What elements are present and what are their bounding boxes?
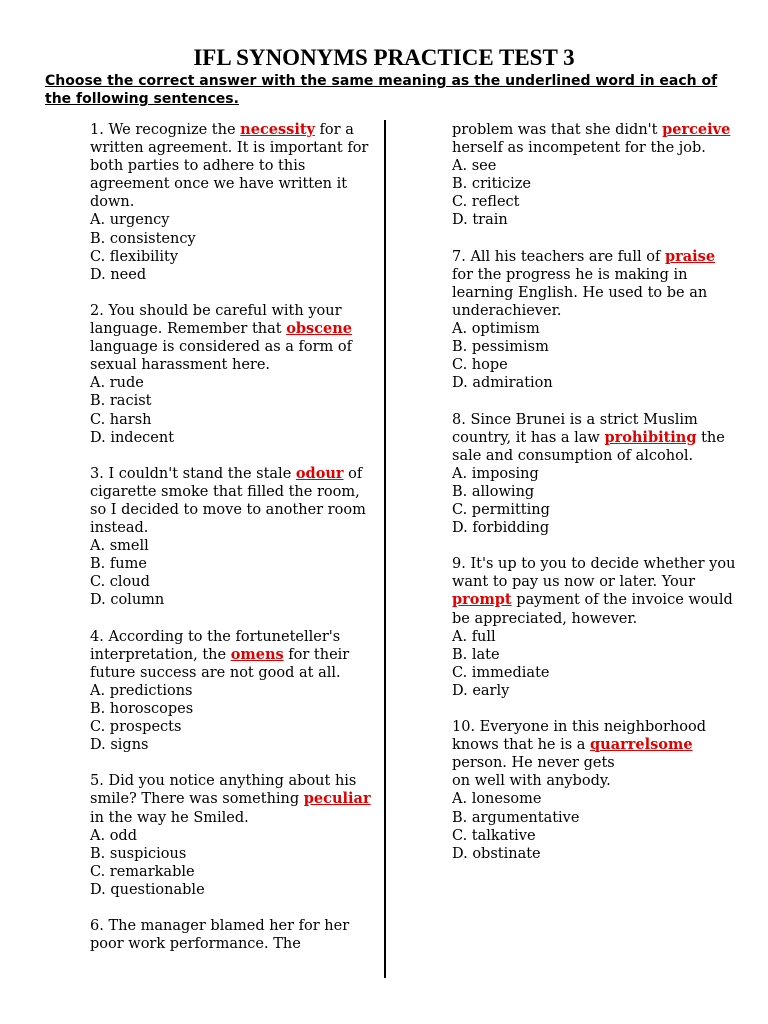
- question-text: 6. The manager blamed her for her poor work performance. The: [90, 918, 350, 953]
- option-b: B. racist: [90, 393, 152, 410]
- option-d: D. column: [90, 592, 165, 609]
- question-6-start: [90, 917, 380, 953]
- underlined-word: necessity: [240, 121, 315, 138]
- option-a: A. optimism: [452, 321, 540, 338]
- option-a: A. rude: [90, 375, 144, 392]
- question-3: [90, 465, 380, 610]
- question-text-line: on well with anybody.: [452, 773, 611, 790]
- option-d: D. train: [452, 212, 508, 229]
- option-b: B. fume: [90, 556, 147, 573]
- question-10: [452, 718, 737, 863]
- question-2: [90, 302, 380, 447]
- question-5: [90, 772, 380, 899]
- option-b: B. allowing: [452, 483, 535, 500]
- question-text: 8. Since Brunei is a strict Muslim country, it has a law prohibiting the sale and consumption of alcohol.: [452, 411, 725, 464]
- option-b: B. argumentative: [452, 809, 580, 826]
- option-a: A. predictions: [90, 682, 193, 699]
- underlined-word: quarrelsome: [590, 736, 693, 754]
- right-column: [452, 121, 737, 881]
- option-a: A. see: [452, 158, 497, 175]
- question-6-continued: [452, 121, 737, 230]
- option-a: A. lonesome: [452, 791, 542, 808]
- underlined-word: prompt: [452, 591, 512, 609]
- option-b: B. suspicious: [90, 845, 187, 862]
- option-d: D. signs: [90, 737, 149, 754]
- question-text: 5. Did you notice anything about his smile? There was something peculiar in the way he Smiled.: [90, 773, 371, 826]
- underlined-word: odour: [295, 464, 344, 482]
- option-c: C. permitting: [452, 501, 550, 518]
- question-text: 1. We recognize the necessity for a written agreement. It is important for both parties to adhere to this agreement once we have written it down.: [90, 121, 369, 211]
- option-a: A. full: [452, 628, 496, 645]
- option-b: B. pessimism: [452, 339, 549, 356]
- question-text: 9. It's up to you to decide whether you want to pay us now or later. Your prompt payment of the invoice would be appreciated, however.: [452, 556, 736, 627]
- option-c: C. hope: [452, 357, 508, 374]
- underlined-word: omens: [230, 645, 284, 663]
- option-d: D. admiration: [452, 375, 553, 392]
- underlined-word: peculiar: [303, 790, 371, 808]
- option-a: A. odd: [90, 827, 137, 844]
- option-a: A. smell: [90, 538, 149, 555]
- question-text: 7. All his teachers are full of praise for the progress he is making in learning English. He used to be an underachiever.: [452, 247, 716, 319]
- option-d: D. obstinate: [452, 845, 541, 862]
- option-c: C. cloud: [90, 574, 150, 591]
- option-b: B. late: [452, 646, 500, 663]
- option-b: B. consistency: [90, 230, 196, 247]
- page-title: IFL SYNONYMS PRACTICE TEST 3: [193, 45, 575, 70]
- option-c: C. remarkable: [90, 863, 195, 880]
- option-a: A. imposing: [452, 465, 539, 482]
- option-c: C. prospects: [90, 719, 182, 736]
- question-text: problem was that she didn't perceive herself as incompetent for the job.: [452, 121, 731, 157]
- option-c: C. harsh: [90, 411, 152, 428]
- option-d: D. indecent: [90, 429, 175, 446]
- question-text: 2. You should be careful with your language. Remember that obscene language is considered as a form of sexual harassment here.: [90, 302, 353, 374]
- left-column: [90, 121, 380, 971]
- underlined-word: praise: [664, 247, 716, 265]
- question-7: [452, 248, 737, 393]
- underlined-word: prohibiting: [604, 428, 697, 446]
- option-c: C. flexibility: [90, 248, 179, 265]
- option-a: A. urgency: [90, 212, 170, 229]
- question-1: [90, 121, 380, 284]
- question-8: [452, 411, 737, 538]
- option-c: C. talkative: [452, 827, 536, 844]
- question-9: [452, 555, 737, 700]
- instructions: Choose the correct answer with the same meaning as the underlined word in each of the following sentences.: [45, 73, 718, 107]
- option-b: B. criticize: [452, 176, 532, 193]
- option-d: D. questionable: [90, 881, 205, 898]
- underlined-word: obscene: [286, 320, 352, 338]
- question-text: 4. According to the fortuneteller's interpretation, the omens for their future success are not good at all.: [90, 628, 350, 681]
- question-text: 3. I couldn't stand the stale odour of cigarette smoke that filled the room, so I decided to move to another room instead.: [90, 464, 366, 537]
- column-divider: [384, 120, 386, 978]
- option-b: B. horoscopes: [90, 701, 194, 717]
- option-d: D. need: [90, 266, 147, 283]
- option-c: C. immediate: [452, 664, 550, 681]
- option-d: D. early: [452, 682, 510, 699]
- option-c: C. reflect: [452, 194, 520, 211]
- option-d: D. forbidding: [452, 520, 550, 537]
- question-text: 10. Everyone in this neighborhood knows that he is a quarrelsome person. He never gets: [452, 719, 707, 772]
- question-4: [90, 628, 380, 755]
- underlined-word: perceive: [662, 121, 731, 138]
